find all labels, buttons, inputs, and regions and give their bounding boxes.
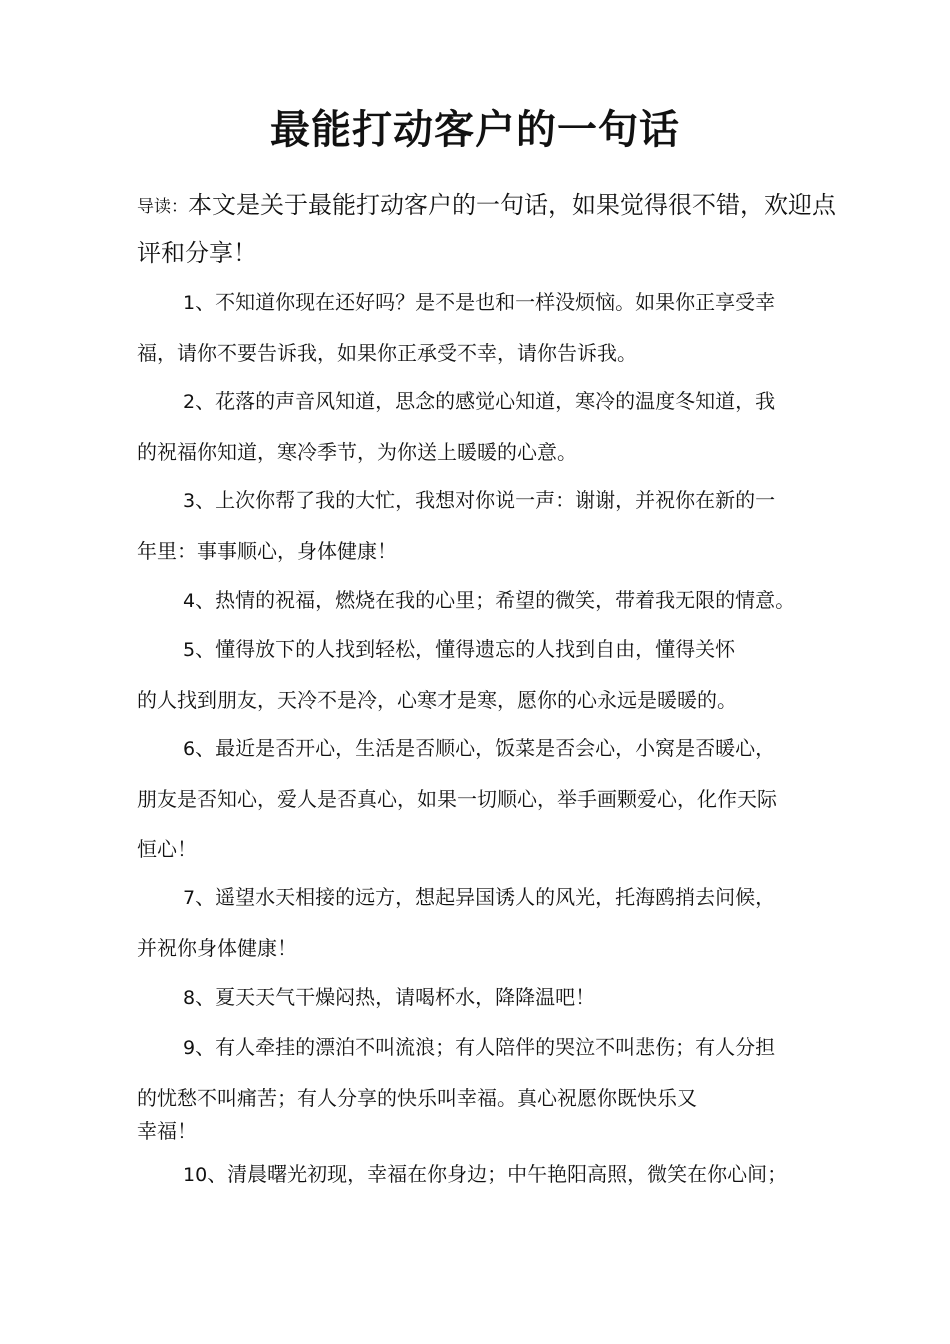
item-text: 、懂得放下的人找到轻松，懂得遗忘的人找到自由，懂得关怀	[195, 637, 736, 661]
list-item	[137, 1149, 837, 1200]
item-text: 、最近是否开心，生活是否顺心，饭菜是否会心，小窝是否暖心，	[195, 736, 776, 760]
list-item	[137, 972, 837, 1023]
item-text-continued: 朋友是否知心，爱人是否真心，如果一切顺心，举手画颗爱心，化作天际	[137, 787, 777, 811]
intro-text: 本文是关于最能打动客户的一句话，如果觉得很不错，欢迎点评和分享！	[137, 191, 836, 267]
list-item	[137, 723, 837, 874]
item-number: 5	[183, 639, 196, 661]
item-number: 4	[183, 590, 196, 612]
document-title: 最能打动客户的一句话	[270, 107, 680, 153]
item-text-continued: 的忧愁不叫痛苦；有人分享的快乐叫幸福。真心祝愿你既快乐又	[137, 1086, 697, 1110]
item-text: 、有人牵挂的漂泊不叫流浪；有人陪伴的哭泣不叫悲伤；有人分担	[195, 1035, 776, 1059]
item-number: 2	[183, 391, 196, 413]
item-number: 9	[183, 1037, 196, 1059]
item-text-continued: 年里：事事顺心，身体健康！	[137, 539, 397, 563]
list-item	[137, 475, 837, 576]
item-number: 10	[183, 1164, 208, 1186]
item-text-continued: 并祝你身体健康！	[137, 936, 297, 960]
list-item	[137, 376, 837, 477]
item-number: 8	[183, 987, 196, 1009]
list-item	[137, 277, 837, 378]
list-item	[137, 624, 837, 725]
item-text-continued: 的人找到朋友，天冷不是冷，心寒才是寒，愿你的心永远是暖暖的。	[137, 688, 737, 712]
intro-paragraph	[137, 182, 837, 276]
item-text: 、花落的声音风知道，思念的感觉心知道，寒冷的温度冬知道，我	[195, 389, 776, 413]
list-item	[137, 575, 837, 626]
item-text: 、清晨曙光初现，幸福在你身边；中午艳阳高照，微笑在你心间；	[207, 1162, 788, 1186]
item-text-continued: 的祝福你知道，寒冷季节，为你送上暖暖的心意。	[137, 440, 577, 464]
item-number: 1	[183, 292, 196, 314]
intro-label: 导读：	[137, 197, 188, 217]
item-text: 、上次你帮了我的大忙，我想对你说一声：谢谢，并祝你在新的一	[195, 488, 776, 512]
item-text: 、夏天天气干燥闷热，请喝杯水，降降温吧！	[195, 985, 596, 1009]
item-text-continued: 恒心！	[137, 837, 197, 861]
item-number: 7	[183, 887, 196, 909]
item-text-continued: 福，请你不要告诉我，如果你正承受不幸，请你告诉我。	[137, 341, 637, 365]
item-text-continued: 幸福！	[137, 1119, 197, 1143]
list-item	[137, 1022, 837, 1143]
item-text: 、热情的祝福，燃烧在我的心里；希望的微笑，带着我无限的情意。	[195, 588, 796, 612]
item-number: 3	[183, 490, 196, 512]
item-text: 、遥望水天相接的远方，想起异国诱人的风光，托海鸥捎去问候，	[195, 885, 776, 909]
item-number: 6	[183, 738, 196, 760]
item-text: 、不知道你现在还好吗？是不是也和一样没烦恼。如果你正享受幸	[195, 290, 776, 314]
list-item	[137, 872, 837, 973]
